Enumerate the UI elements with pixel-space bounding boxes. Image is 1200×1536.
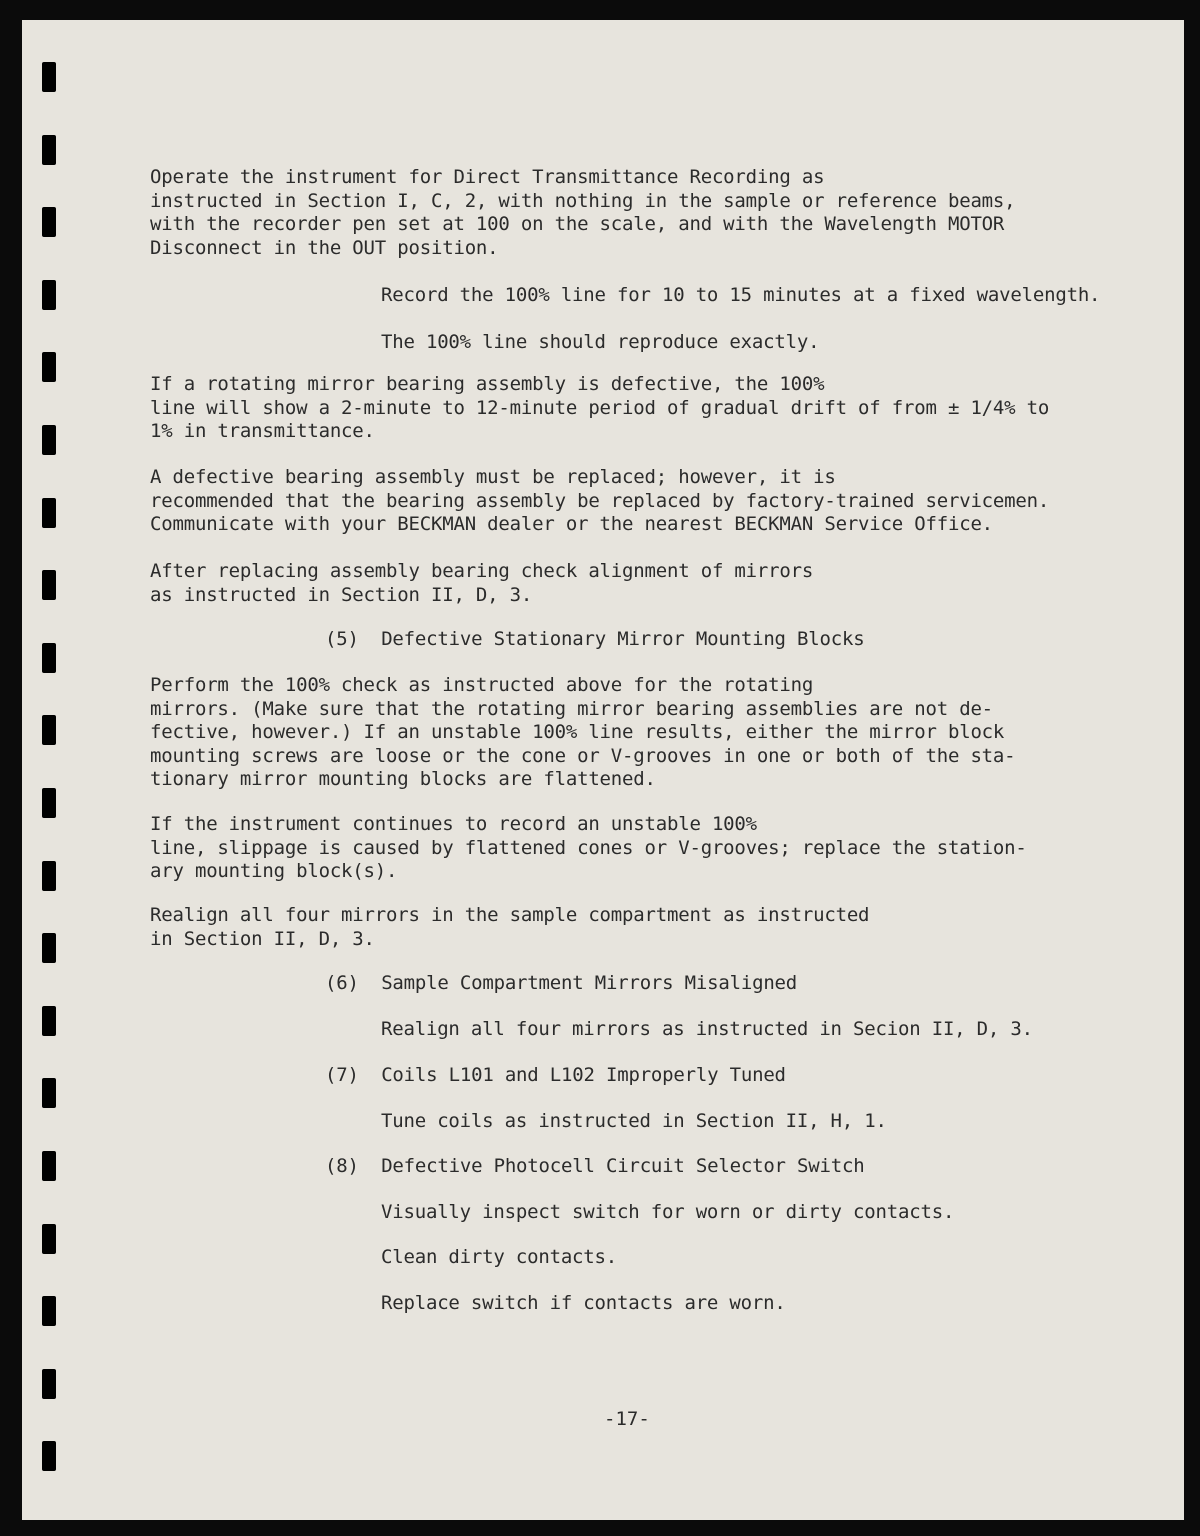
binding-hole <box>42 1369 56 1399</box>
paragraph-inspect-switch: Visually inspect switch for worn or dirty contacts. <box>381 1201 955 1223</box>
binding-hole <box>42 498 56 528</box>
binding-hole <box>42 425 56 455</box>
binding-hole <box>42 570 56 600</box>
binding-hole <box>42 1441 56 1471</box>
paragraph-replace-switch: Replace switch if contacts are worn. <box>381 1292 786 1314</box>
binding-hole <box>42 207 56 237</box>
paragraph-check-alignment: After replacing assembly bearing check alignment of mirrors as instructed in Section II, D, 3. <box>150 560 814 606</box>
binding-hole <box>42 643 56 673</box>
paragraph-realign-sample: Realign all four mirrors in the sample compartment as instructed in Section II, D, 3. <box>150 904 870 950</box>
paragraph-record-line: Record the 100% line for 10 to 15 minutes at a fixed wavelength. <box>381 284 1101 306</box>
binding-hole <box>42 1006 56 1036</box>
binding-hole <box>42 1296 56 1326</box>
heading-item-6: (6) Sample Compartment Mirrors Misaligned <box>325 972 798 994</box>
binding-hole <box>42 788 56 818</box>
heading-item-8: (8) Defective Photocell Circuit Selector Switch <box>325 1155 865 1177</box>
binding-hole <box>42 280 56 310</box>
paragraph-direct-transmittance: Operate the instrument for Direct Transmittance Recording as instructed in Section I, C, 2, with nothing in the sample or reference beams, with the recorder pen set at 100 on the scale, and with the Wavelength MOTOR Disconnect in the OUT position. <box>150 166 1016 259</box>
binding-hole <box>42 933 56 963</box>
paragraph-tune-coils: Tune coils as instructed in Section II, H, 1. <box>381 1110 887 1132</box>
heading-item-5: (5) Defective Stationary Mirror Mounting Blocks <box>325 628 865 650</box>
binding-hole <box>42 352 56 382</box>
binding-hole <box>42 1151 56 1181</box>
binding-hole <box>42 135 56 165</box>
paragraph-bearing-defective: If a rotating mirror bearing assembly is defective, the 100% line will show a 2-minute to 12-minute period of gradual drift of from ± 1/4% to 1% in transmittance. <box>150 373 1050 442</box>
paragraph-replace-bearing: A defective bearing assembly must be replaced; however, it is recommended that the bearing assembly be replaced by factory-trained servicemen. Communicate with your BECKMAN dealer or the nearest BECKMAN Service Office. <box>150 466 1050 535</box>
paragraph-clean-contacts: Clean dirty contacts. <box>381 1246 618 1268</box>
binding-hole <box>42 861 56 891</box>
binding-hole <box>42 715 56 745</box>
paragraph-perform-check: Perform the 100% check as instructed above for the rotating mirrors. (Make sure that the rotating mirror bearing assemblies are not de- fective, however.) If an unstable 100% line results, either the mirror block mounting screws are loose or the cone or V-grooves in one or both of the sta- tionary mirror mounting blocks are flattened. <box>150 674 1016 790</box>
binding-hole <box>42 62 56 92</box>
paragraph-realign-mirrors: Realign all four mirrors as instructed in Secion II, D, 3. <box>381 1018 1033 1040</box>
page-number: -17- <box>604 1408 650 1430</box>
binding-hole <box>42 1224 56 1254</box>
heading-item-7: (7) Coils L101 and L102 Improperly Tuned <box>325 1064 786 1086</box>
paragraph-unstable-line: If the instrument continues to record an unstable 100% line, slippage is caused by flattened cones or V-grooves; replace the station- ary mounting block(s). <box>150 813 1027 882</box>
paragraph-reproduce: The 100% line should reproduce exactly. <box>381 331 820 353</box>
binding-hole <box>42 1078 56 1108</box>
